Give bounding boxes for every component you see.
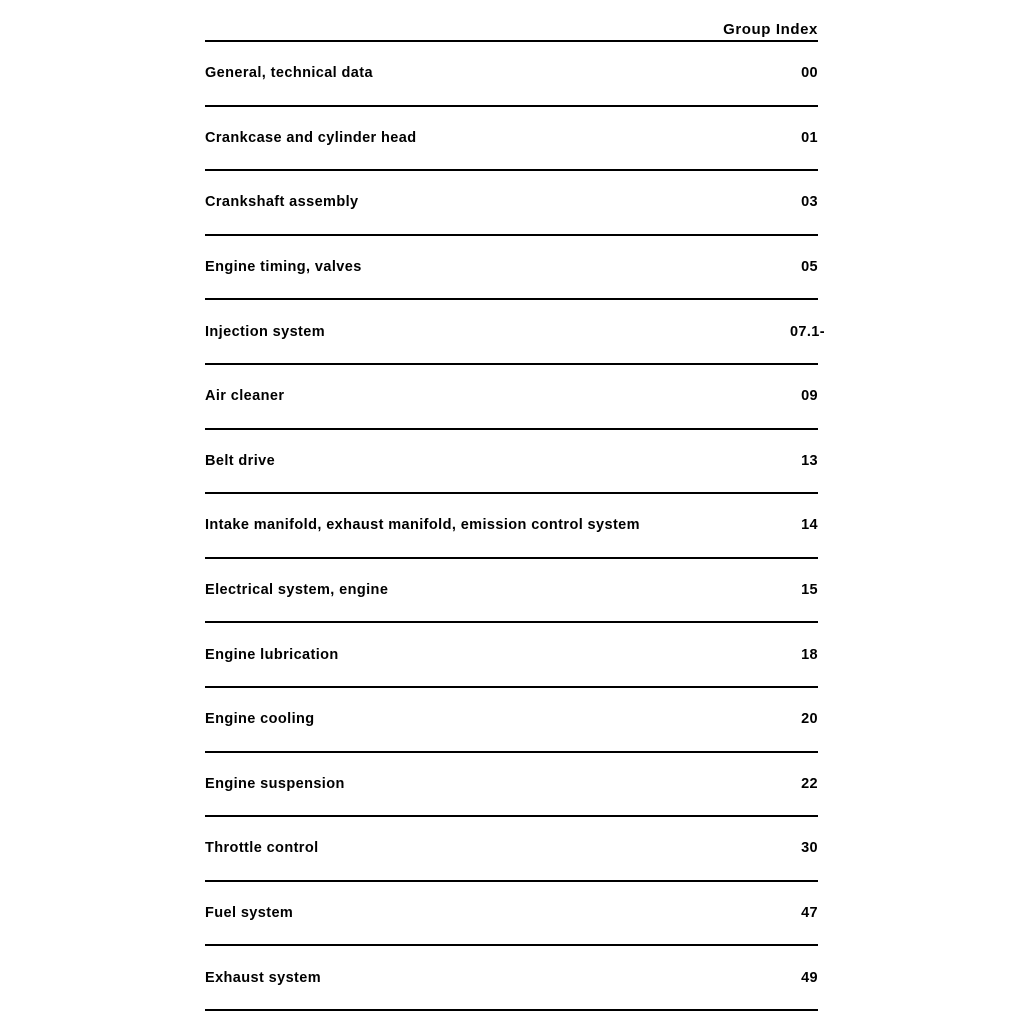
row-label: Crankshaft assembly	[205, 194, 359, 211]
table-row	[205, 42, 818, 105]
row-label: Engine lubrication	[205, 646, 339, 663]
table-row	[205, 688, 818, 751]
row-code: 07.1-	[789, 323, 825, 340]
row-label: Fuel system	[205, 905, 294, 922]
row-label: Electrical system, engine	[205, 582, 389, 599]
row-label: Engine timing, valves	[205, 259, 362, 276]
table-row	[205, 753, 818, 816]
divider	[205, 1009, 818, 1011]
table-row	[205, 107, 818, 170]
row-code: 03	[801, 194, 818, 211]
table-row	[205, 171, 818, 234]
table-row	[205, 882, 818, 945]
table-row	[205, 236, 818, 299]
table-row	[205, 559, 818, 622]
row-code: 15	[801, 582, 818, 599]
table-row	[205, 817, 818, 880]
row-code: 49	[801, 969, 818, 986]
row-label: General, technical data	[205, 65, 373, 82]
row-code: 30	[801, 840, 818, 857]
row-label: Belt drive	[205, 452, 276, 469]
table-row	[205, 494, 818, 557]
row-code: 14	[801, 517, 818, 534]
row-code: 22	[801, 775, 818, 792]
row-label: Engine cooling	[205, 711, 315, 728]
row-code: 20	[801, 711, 818, 728]
table-row	[205, 946, 818, 1009]
row-code: 13	[801, 452, 818, 469]
page-title: Group Index	[723, 21, 818, 38]
row-label: Engine suspension	[205, 775, 345, 792]
row-code: 00	[801, 65, 818, 82]
row-label: Throttle control	[205, 840, 319, 857]
row-code: 47	[801, 905, 818, 922]
table-row	[205, 300, 825, 363]
group-index-table	[205, 8, 825, 1011]
row-label: Intake manifold, exhaust manifold, emission control system	[205, 517, 640, 534]
row-label: Injection system	[205, 323, 326, 340]
row-code: 18	[801, 646, 818, 663]
table-row	[205, 430, 818, 493]
table-row	[205, 623, 818, 686]
table-row	[205, 365, 818, 428]
row-code: 05	[801, 259, 818, 276]
row-code: 09	[801, 388, 818, 405]
row-label: Crankcase and cylinder head	[205, 129, 417, 146]
row-label: Air cleaner	[205, 388, 285, 405]
row-label: Exhaust system	[205, 969, 322, 986]
group-index-header	[205, 8, 818, 40]
row-code: 01	[801, 129, 818, 146]
